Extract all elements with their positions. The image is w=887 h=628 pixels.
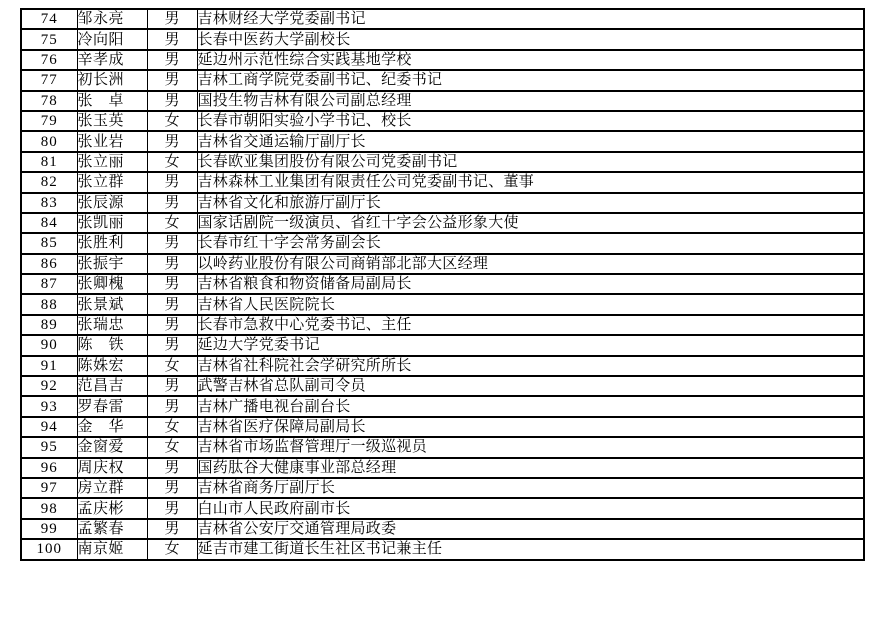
gender-cell: 男 [147,29,197,49]
person-name-cell: 张立丽 [77,152,147,172]
gender-cell: 男 [147,294,197,314]
person-name-cell: 辛孝成 [77,50,147,70]
person-name-cell: 罗春雷 [77,396,147,416]
table-row [21,29,864,49]
person-name-cell: 张辰源 [77,193,147,213]
row-number-cell: 88 [21,294,77,314]
position-title-cell: 吉林省交通运输厅副厅长 [197,131,864,151]
position-title-cell: 吉林省人民医院院长 [197,294,864,314]
position-title-cell: 延边州示范性综合实践基地学校 [197,50,864,70]
person-name-cell: 金窗爱 [77,437,147,457]
roster-table [20,8,865,561]
row-number-cell: 87 [21,274,77,294]
table-row [21,315,864,335]
person-name-cell: 冷向阳 [77,29,147,49]
table-row [21,274,864,294]
row-number-cell: 85 [21,233,77,253]
person-name-cell: 范昌吉 [77,376,147,396]
position-title-cell: 长春欧亚集团股份有限公司党委副书记 [197,152,864,172]
row-number-cell: 89 [21,315,77,335]
position-title-cell: 吉林广播电视台副台长 [197,396,864,416]
table-row [21,417,864,437]
table-row [21,50,864,70]
table-row [21,193,864,213]
gender-cell: 男 [147,50,197,70]
table-row [21,356,864,376]
person-name-cell: 陈姝宏 [77,356,147,376]
table-row [21,254,864,274]
position-title-cell: 国家话剧院一级演员、省红十字会公益形象大使 [197,213,864,233]
gender-cell: 女 [147,437,197,457]
table-row [21,498,864,518]
gender-cell: 男 [147,458,197,478]
table-row [21,152,864,172]
position-title-cell: 以岭药业股份有限公司商销部北部大区经理 [197,254,864,274]
person-name-cell: 张卿槐 [77,274,147,294]
row-number-cell: 86 [21,254,77,274]
row-number-cell: 92 [21,376,77,396]
row-number-cell: 80 [21,131,77,151]
person-name-cell: 张瑞忠 [77,315,147,335]
person-name-cell: 张凯丽 [77,213,147,233]
gender-cell: 男 [147,70,197,90]
row-number-cell: 90 [21,335,77,355]
row-number-cell: 98 [21,498,77,518]
row-number-cell: 78 [21,91,77,111]
gender-cell: 男 [147,396,197,416]
person-name-cell: 邹永亮 [77,9,147,29]
person-name-cell: 周庆权 [77,458,147,478]
table-row [21,376,864,396]
table-row [21,111,864,131]
gender-cell: 男 [147,335,197,355]
row-number-cell: 99 [21,519,77,539]
row-number-cell: 84 [21,213,77,233]
position-title-cell: 吉林省商务厅副厅长 [197,478,864,498]
position-title-cell: 延吉市建工街道长生社区书记兼主任 [197,539,864,559]
table-row [21,335,864,355]
gender-cell: 男 [147,274,197,294]
gender-cell: 男 [147,376,197,396]
row-number-cell: 75 [21,29,77,49]
position-title-cell: 长春市红十字会常务副会长 [197,233,864,253]
gender-cell: 女 [147,356,197,376]
table-row [21,131,864,151]
table-row [21,458,864,478]
person-name-cell: 张玉英 [77,111,147,131]
table-row [21,437,864,457]
gender-cell: 男 [147,254,197,274]
table-row [21,478,864,498]
person-name-cell: 初长洲 [77,70,147,90]
table-row [21,91,864,111]
table-row [21,294,864,314]
person-name-cell: 张胜利 [77,233,147,253]
gender-cell: 女 [147,111,197,131]
position-title-cell: 长春市朝阳实验小学书记、校长 [197,111,864,131]
person-name-cell: 张景斌 [77,294,147,314]
gender-cell: 女 [147,539,197,559]
gender-cell: 男 [147,233,197,253]
position-title-cell: 武警吉林省总队副司令员 [197,376,864,396]
row-number-cell: 95 [21,437,77,457]
row-number-cell: 74 [21,9,77,29]
roster-table-body [21,9,864,560]
row-number-cell: 83 [21,193,77,213]
position-title-cell: 长春中医药大学副校长 [197,29,864,49]
row-number-cell: 100 [21,539,77,559]
position-title-cell: 延边大学党委书记 [197,335,864,355]
row-number-cell: 94 [21,417,77,437]
table-row [21,519,864,539]
position-title-cell: 吉林省粮食和物资储备局副局长 [197,274,864,294]
table-row [21,396,864,416]
row-number-cell: 97 [21,478,77,498]
table-row [21,9,864,29]
position-title-cell: 国药肽谷大健康事业部总经理 [197,458,864,478]
row-number-cell: 96 [21,458,77,478]
position-title-cell: 吉林省公安厅交通管理局政委 [197,519,864,539]
person-name-cell: 张 卓 [77,91,147,111]
table-row [21,539,864,559]
row-number-cell: 79 [21,111,77,131]
person-name-cell: 张业岩 [77,131,147,151]
position-title-cell: 吉林省社科院社会学研究所所长 [197,356,864,376]
person-name-cell: 孟繁春 [77,519,147,539]
table-row [21,172,864,192]
gender-cell: 女 [147,152,197,172]
person-name-cell: 陈 铁 [77,335,147,355]
table-row [21,213,864,233]
table-row [21,233,864,253]
position-title-cell: 吉林省市场监督管理厅一级巡视员 [197,437,864,457]
gender-cell: 男 [147,193,197,213]
person-name-cell: 房立群 [77,478,147,498]
position-title-cell: 吉林森林工业集团有限责任公司党委副书记、董事 [197,172,864,192]
position-title-cell: 白山市人民政府副市长 [197,498,864,518]
gender-cell: 男 [147,9,197,29]
position-title-cell: 吉林工商学院党委副书记、纪委书记 [197,70,864,90]
row-number-cell: 91 [21,356,77,376]
gender-cell: 男 [147,131,197,151]
row-number-cell: 82 [21,172,77,192]
person-name-cell: 金 华 [77,417,147,437]
gender-cell: 男 [147,315,197,335]
person-name-cell: 孟庆彬 [77,498,147,518]
person-name-cell: 张立群 [77,172,147,192]
gender-cell: 女 [147,213,197,233]
row-number-cell: 93 [21,396,77,416]
person-name-cell: 张振宇 [77,254,147,274]
row-number-cell: 76 [21,50,77,70]
position-title-cell: 吉林省文化和旅游厅副厅长 [197,193,864,213]
position-title-cell: 吉林财经大学党委副书记 [197,9,864,29]
table-row [21,70,864,90]
gender-cell: 男 [147,172,197,192]
position-title-cell: 吉林省医疗保障局副局长 [197,417,864,437]
row-number-cell: 77 [21,70,77,90]
gender-cell: 男 [147,519,197,539]
gender-cell: 男 [147,478,197,498]
gender-cell: 女 [147,417,197,437]
row-number-cell: 81 [21,152,77,172]
position-title-cell: 长春市急救中心党委书记、主任 [197,315,864,335]
gender-cell: 男 [147,91,197,111]
position-title-cell: 国投生物吉林有限公司副总经理 [197,91,864,111]
gender-cell: 男 [147,498,197,518]
person-name-cell: 南京姬 [77,539,147,559]
